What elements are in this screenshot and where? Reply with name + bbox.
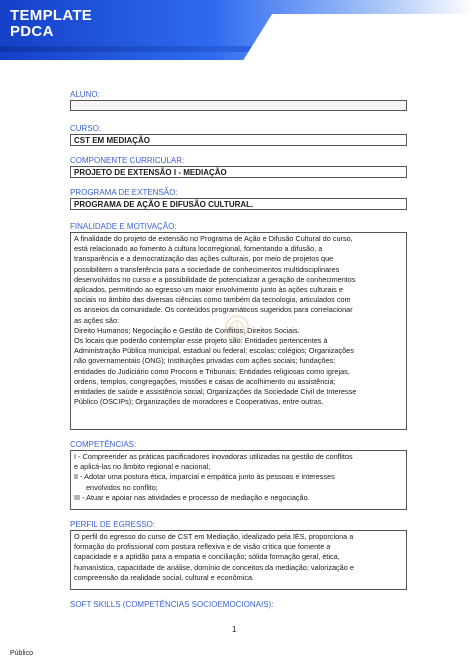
finalidade-line: está relacionado ao fomento à cultura locorregional, fomentando a difusão, a	[74, 244, 323, 254]
template-title	[10, 8, 92, 40]
finalidade-line: aplicados, permitindo ao egresso um maior envolvimento junto às ações culturais e	[74, 285, 343, 295]
curso-label: CURSO:	[70, 124, 102, 133]
finalidade-line: entidades do Judiciário como Procons e Tribunais; Entidades religiosas como igrejas,	[74, 366, 350, 376]
template-title-line2: PDCA	[10, 23, 54, 40]
perfil-line: O perfil do egresso do curso de CST em Mediação, idealizado pela IES, proporciona a	[74, 532, 354, 541]
competencia-line: envolvidos no conflito;	[86, 482, 158, 492]
finalidade-line: as ações são:	[74, 315, 120, 325]
finalidade-line: possibilitem a transferência para a sociedade de conhecimentos multidisciplinares	[74, 264, 340, 274]
finalidade-line: não governamentais (ONG); Instituições privadas com ações sociais; fundações;	[74, 356, 336, 366]
finalidade-line: os anseios da comunidade. Os conteúdos programáticos sugeridos para correlacionar	[74, 305, 353, 315]
competencia-line: e aplicá-las no âmbito regional e nacional;	[74, 462, 211, 472]
page-number: 1	[232, 625, 237, 634]
finalidade-line: Direito Humanos; Negociação e Gestão de Conflitos; Direitos Sociais.	[74, 325, 300, 335]
classification-footer: Público	[10, 650, 33, 657]
watermark-seal-icon	[224, 312, 250, 342]
perfil-line: capacidade e a aptidão para a empatia e conciliação; sólida formação geral, ética,	[74, 552, 340, 562]
perfil-line: formação do profissional com postura reflexiva e de visão crítica que fomente a	[74, 542, 331, 552]
finalidade-line: Os locais que poderão contemplar esse projeto são: Entidades pertencentes à	[74, 336, 328, 346]
aluno-label: ALUNO:	[70, 90, 100, 99]
competencia-line: I - Compreender as práticas pacificadores inovadoras utilizadas na gestão de conflitos	[74, 452, 353, 461]
header-banner	[0, 0, 474, 60]
finalidade-line: Administração Pública municipal, estadual ou federal; escolas; colégios; Organizações	[74, 346, 354, 356]
finalidade-line: transparência e a democratização das ações culturais, por meio de projetos que	[74, 254, 334, 264]
componente-field[interactable]: PROJETO DE EXTENSÃO I - MEDIAÇÃO	[70, 166, 407, 178]
finalidade-line: entidades de saúde e assistência social; Organizações da Sociedade Civil de Interesse	[74, 387, 357, 397]
header-wedge	[216, 14, 474, 60]
finalidade-line: sociais no âmbito das diversas ciências como também da tecnologia, articulados com	[74, 295, 351, 305]
perfil-label: PERFIL DE EGRESSO:	[70, 520, 156, 529]
aluno-field[interactable]	[70, 100, 407, 111]
finalidade-line: ordens, templos, congregações, missões e casas de acolhimento ou assistência;	[74, 376, 336, 386]
competencias-text[interactable]	[70, 450, 407, 510]
competencia-line: III - Atuar e apoiar nas atividades e processo de mediação e negociação.	[74, 492, 310, 502]
finalidade-line: Público (OSCIPs); Organizações de moradores e Cooperativas, entre outras.	[74, 397, 324, 407]
finalidade-line: A finalidade do projeto de extensão no Programa de Ação e Difusão Cultural do curso,	[74, 234, 353, 243]
template-title-line1: TEMPLATE	[10, 7, 93, 24]
perfil-line: humanística, capacidade de análise, domínio de conceitos da mediação; valorização e	[74, 562, 354, 572]
competencias-label: COMPETÊNCIAS:	[70, 440, 137, 449]
competencia-line: II - Adotar uma postura ética, imparcial e empática junto às pessoas e interesses	[74, 472, 335, 482]
finalidade-line: desenvolvidos no curso e a possibilidade de potencializar a geração de conhecimentos	[74, 274, 356, 284]
componente-label: COMPONENTE CURRICULAR:	[70, 156, 185, 165]
soft-skills-label: SOFT SKILLS (COMPETÊNCIAS SOCIOEMOCIONAIS):	[70, 600, 274, 609]
programa-field[interactable]: PROGRAMA DE AÇÃO E DIFUSÃO CULTURAL.	[70, 198, 407, 210]
perfil-text[interactable]	[70, 530, 407, 590]
finalidade-label: FINALIDADE E MOTIVAÇÃO:	[70, 222, 177, 231]
curso-field[interactable]: CST EM MEDIAÇÃO	[70, 134, 407, 146]
perfil-line: compreensão da realidade social, cultural e econômica.	[74, 572, 255, 582]
programa-label: PROGRAMA DE EXTENSÃO:	[70, 188, 178, 197]
